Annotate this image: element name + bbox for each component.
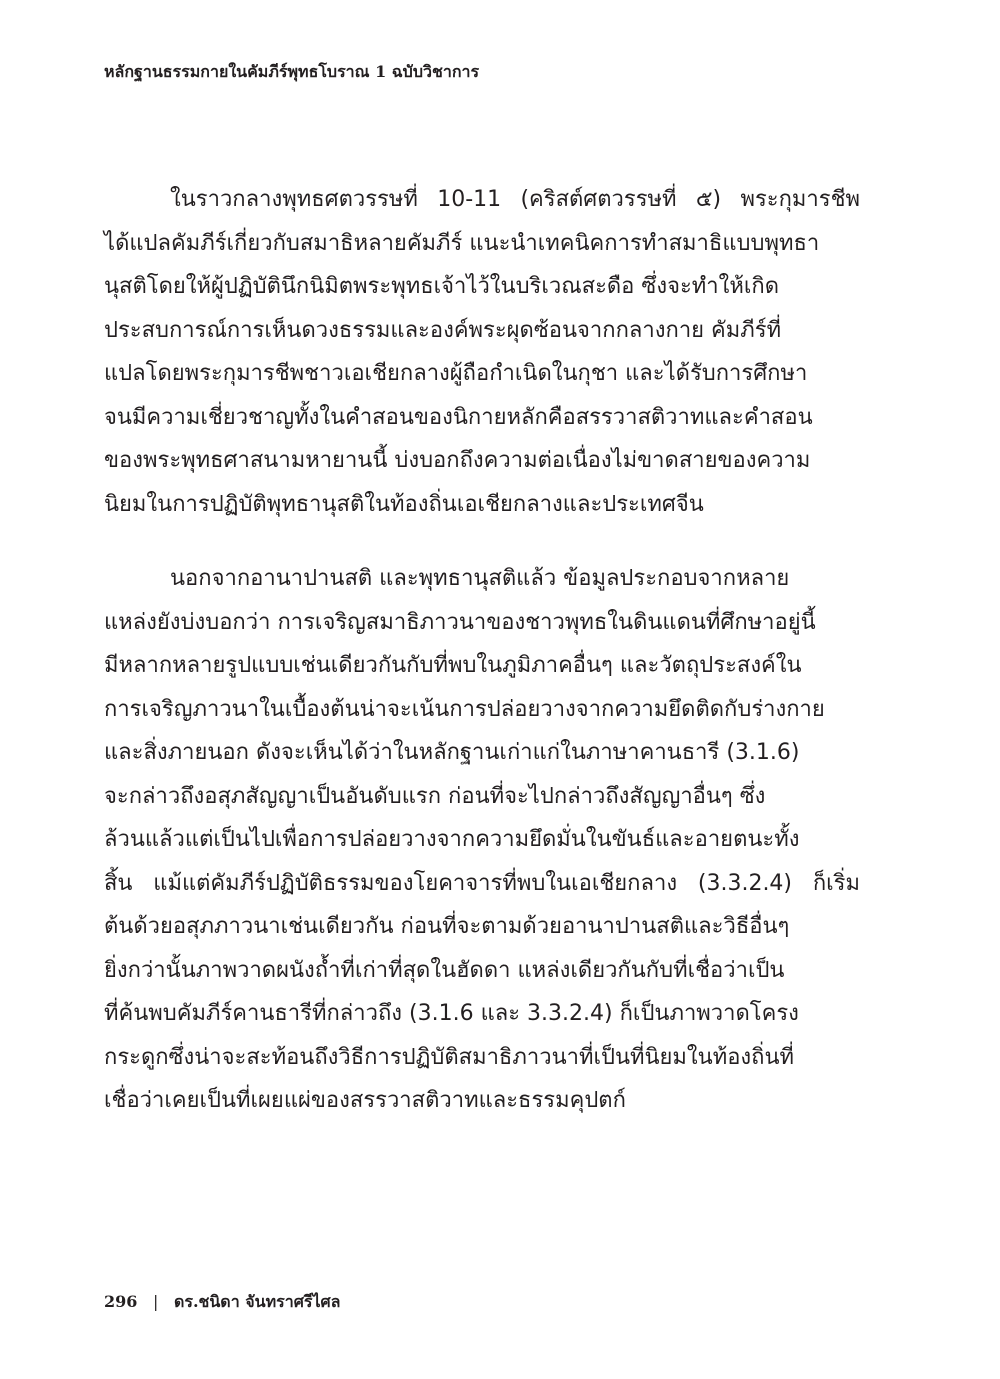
paragraph-line: ยิ่งกว่านั้นภาพวาดผนังถ้ำที่เก่าที่สุดในฮัดดา แหล่งเดียวกันกับที่เชื่อว่าเป็น — [104, 957, 785, 983]
paragraph-line: ของพระพุทธศาสนามหายานนี้ บ่งบอกถึงความต่อเนื่องไม่ขาดสายของความ — [104, 448, 811, 473]
paragraph-line: และสิ่งภายนอก ดังจะเห็นได้ว่าในหลักฐานเก่าแก่ในภาษาคานธารี (3.1.6) — [104, 740, 800, 765]
paragraph-line: สิ้น แม้แต่คัมภีร์ปฏิบัติธรรมของโยคาจารที่พบในเอเชียกลาง (3.3.2.4) ก็เริ่ม — [104, 870, 860, 896]
paragraph-line: กระดูกซึ่งน่าจะสะท้อนถึงวิธีการปฏิบัติสมาธิภาวนาที่เป็นที่นิยมในท้องถิ่นที่ — [104, 1044, 795, 1070]
body-text — [104, 178, 860, 1123]
paragraph-line: ล้วนแล้วแต่เป็นไปเพื่อการปล่อยวางจากความยึดมั่นในขันธ์และอายตนะทั้ง — [104, 827, 800, 852]
paragraph-line: ได้แปลคัมภีร์เกี่ยวกับสมาธิหลายคัมภีร์ แนะนำเทคนิคการทำสมาธิแบบพุทธา — [104, 230, 820, 256]
page-number: 296 — [104, 1292, 138, 1311]
paragraph-line: แปลโดยพระกุมารชีพชาวเอเชียกลางผู้ถือกำเนิดในกุชา และได้รับการศึกษา — [104, 361, 808, 386]
footer-separator: | — [152, 1292, 159, 1311]
paragraph-line: นิยมในการปฏิบัติพุทธานุสติในท้องถิ่นเอเชียกลางและประเทศจีน — [104, 491, 704, 517]
paragraph-line: จนมีความเชี่ยวชาญทั้งในคำสอนของนิกายหลักคือสรรวาสติวาทและคำสอน — [104, 404, 813, 430]
paragraph-line: นุสติโดยให้ผู้ปฏิบัตินึกนิมิตพระพุทธเจ้าไว้ในบริเวณสะดือ ซึ่งจะทำให้เกิด — [104, 274, 779, 299]
author-name: ดร.ชนิดา จันทราศรีไศล — [173, 1292, 341, 1311]
page-footer — [104, 1292, 340, 1312]
paragraph-line: จะกล่าวถึงอสุภสัญญาเป็นอันดับแรก ก่อนที่จะไปกล่าวถึงสัญญาอื่นๆ ซึ่ง — [104, 783, 766, 809]
paragraph-line: ต้นด้วยอสุภภาวนาเช่นเดียวกัน ก่อนที่จะตามด้วยอานาปานสติและวิธีอื่นๆ — [104, 914, 790, 939]
paragraph-line: เชื่อว่าเคยเป็นที่เผยแผ่ของสรรวาสติวาทและธรรมคุปตก์ — [104, 1088, 626, 1113]
paragraph-1 — [104, 178, 860, 526]
paragraph-line: มีหลากหลายรูปแบบเช่นเดียวกันกับที่พบในภูมิภาคอื่นๆ และวัตถุประสงค์ใน — [104, 653, 802, 678]
running-header: หลักฐานธรรมกายในคัมภีร์พุทธโบราณ 1 ฉบับวิชาการ — [104, 62, 480, 81]
paragraph-line: ประสบการณ์การเห็นดวงธรรมและองค์พระผุดซ้อนจากกลางกาย คัมภีร์ที่ — [104, 317, 782, 343]
paragraph-line: นอกจากอานาปานสติ และพุทธานุสติแล้ว ข้อมูลประกอบจากหลาย — [170, 566, 790, 591]
paragraph-line: แหล่งยังบ่งบอกว่า การเจริญสมาธิภาวนาของชาวพุทธในดินแดนที่ศึกษาอยู่นี้ — [104, 609, 816, 635]
paragraph-2 — [104, 557, 860, 1123]
paragraph-line: ในราวกลางพุทธศตวรรษที่ 10-11 (คริสต์ศตวรรษที่ ๕) พระกุมารชีพ — [170, 187, 861, 212]
paragraph-line: การเจริญภาวนาในเบื้องต้นน่าจะเน้นการปล่อยวางจากความยึดติดกับร่างกาย — [104, 696, 825, 722]
paragraph-line: ที่ค้นพบคัมภีร์คานธารีที่กล่าวถึง (3.1.6 และ 3.3.2.4) ก็เป็นภาพวาดโครง — [104, 1001, 799, 1026]
